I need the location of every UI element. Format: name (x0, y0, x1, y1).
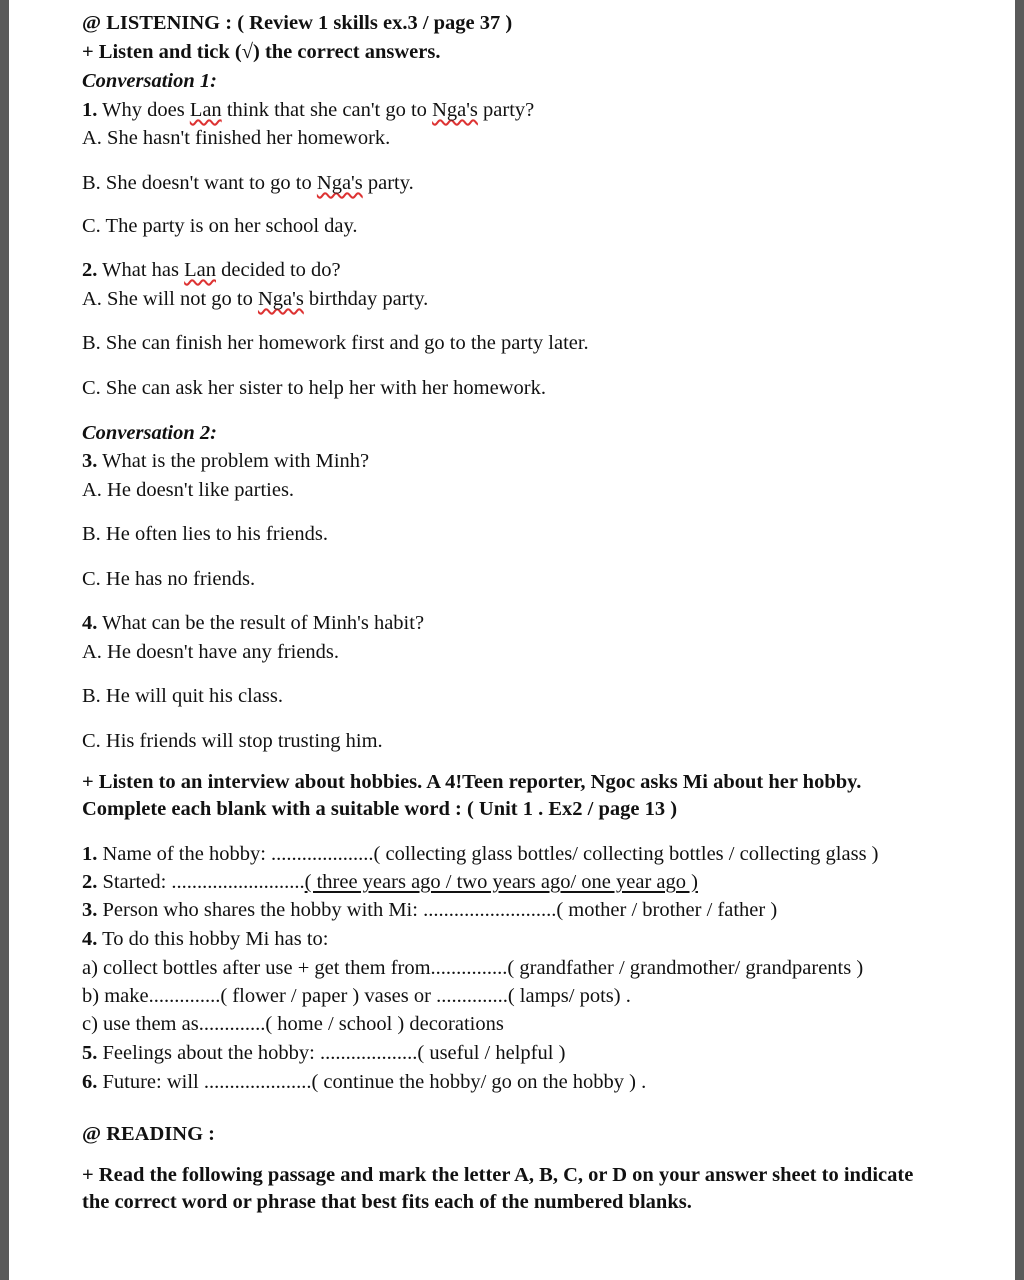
interview-item-6: 6. Future: will .....................( continue the hobby/ go on the hobby ) . (82, 1071, 647, 1093)
question-number: 4. (82, 612, 98, 634)
interview-item-2: 2. Started: ..........................( three years ago / two years ago/ one year ago ) (82, 871, 698, 893)
question-number: 2. (82, 259, 98, 281)
spellcheck-word: Lan (189, 99, 222, 121)
item-number: 6. (82, 1071, 98, 1093)
q2-option-b: B. She can finish her homework first and go to the party later. (82, 332, 589, 354)
q4-option-b: B. He will quit his class. (82, 685, 284, 707)
q4-option-a: A. He doesn't have any friends. (82, 641, 340, 663)
listening-heading: @ LISTENING : ( Review 1 skills ex.3 / page 37 ) (82, 12, 513, 34)
question-number: 3. (82, 450, 98, 472)
q3-option-c: C. He has no friends. (82, 568, 256, 590)
interview-item-1: 1. Name of the hobby: ....................( collecting glass bottles/ collecting bottles / collecting glass ) (82, 843, 879, 865)
item-number: 5. (82, 1042, 98, 1064)
spellcheck-word: Nga's (432, 99, 478, 121)
q1-option-a: A. She hasn't finished her homework. (82, 127, 391, 149)
spellcheck-word: Lan (184, 259, 216, 281)
spellcheck-word: Nga's (316, 172, 363, 194)
q3-option-a: A. He doesn't like parties. (82, 479, 295, 501)
q1-option-c: C. The party is on her school day. (82, 215, 358, 237)
interview-item-4b: b) make..............( flower / paper ) vases or ..............( lamps/ pots) . (82, 985, 631, 1007)
interview-instruction-2: Complete each blank with a suitable word : ( Unit 1 . Ex2 / page 13 ) (82, 798, 678, 820)
right-page-edge (1015, 0, 1024, 1280)
listening-instruction: + Listen and tick (√) the correct answers. (82, 41, 441, 63)
q1-option-b: B. She doesn't want to go to Nga's party. (82, 172, 414, 194)
reading-heading: @ READING : (82, 1123, 215, 1145)
item-number: 3. (82, 899, 98, 921)
conversation-2-title: Conversation 2: (82, 422, 217, 444)
spellcheck-word: Nga's (257, 288, 304, 310)
q2-option-c: C. She can ask her sister to help her with her homework. (82, 377, 546, 399)
q3-option-b: B. He often lies to his friends. (82, 523, 328, 545)
interview-instruction: + Listen to an interview about hobbies. A 4!Teen reporter, Ngoc asks Mi about her hobby. (82, 771, 862, 793)
question-2: 2. What has Lan decided to do? (82, 259, 341, 281)
interview-item-5: 5. Feelings about the hobby: ...................( useful / helpful ) (82, 1042, 566, 1064)
reading-instruction: + Read the following passage and mark the letter A, B, C, or D on your answer sheet to indicate (82, 1164, 914, 1186)
question-1: 1. Why does Lan think that she can't go to Nga's party? (82, 99, 535, 121)
item-number: 4. (82, 928, 98, 950)
item-number: 1. (82, 843, 98, 865)
interview-item-4a: a) collect bottles after use + get them from...............( grandfather / grandmother/ grandparents ) (82, 957, 864, 979)
interview-item-4c: c) use them as.............( home / school ) decorations (82, 1013, 504, 1035)
question-number: 1. (82, 99, 98, 121)
left-page-edge (0, 0, 9, 1280)
interview-item-4: 4. To do this hobby Mi has to: (82, 928, 329, 950)
underlined-options: ( three years ago / two years ago/ one year ago ) (304, 871, 698, 893)
item-number: 2. (82, 871, 98, 893)
question-4: 4. What can be the result of Minh's habit? (82, 612, 425, 634)
reading-instruction-2: the correct word or phrase that best fits each of the numbered blanks. (82, 1191, 692, 1213)
q4-option-c: C. His friends will stop trusting him. (82, 730, 383, 752)
q2-option-a: A. She will not go to Nga's birthday party. (82, 288, 429, 310)
question-3: 3. What is the problem with Minh? (82, 450, 370, 472)
interview-item-3: 3. Person who shares the hobby with Mi: ..........................( mother / brother / father ) (82, 899, 778, 921)
conversation-1-title: Conversation 1: (82, 70, 217, 92)
